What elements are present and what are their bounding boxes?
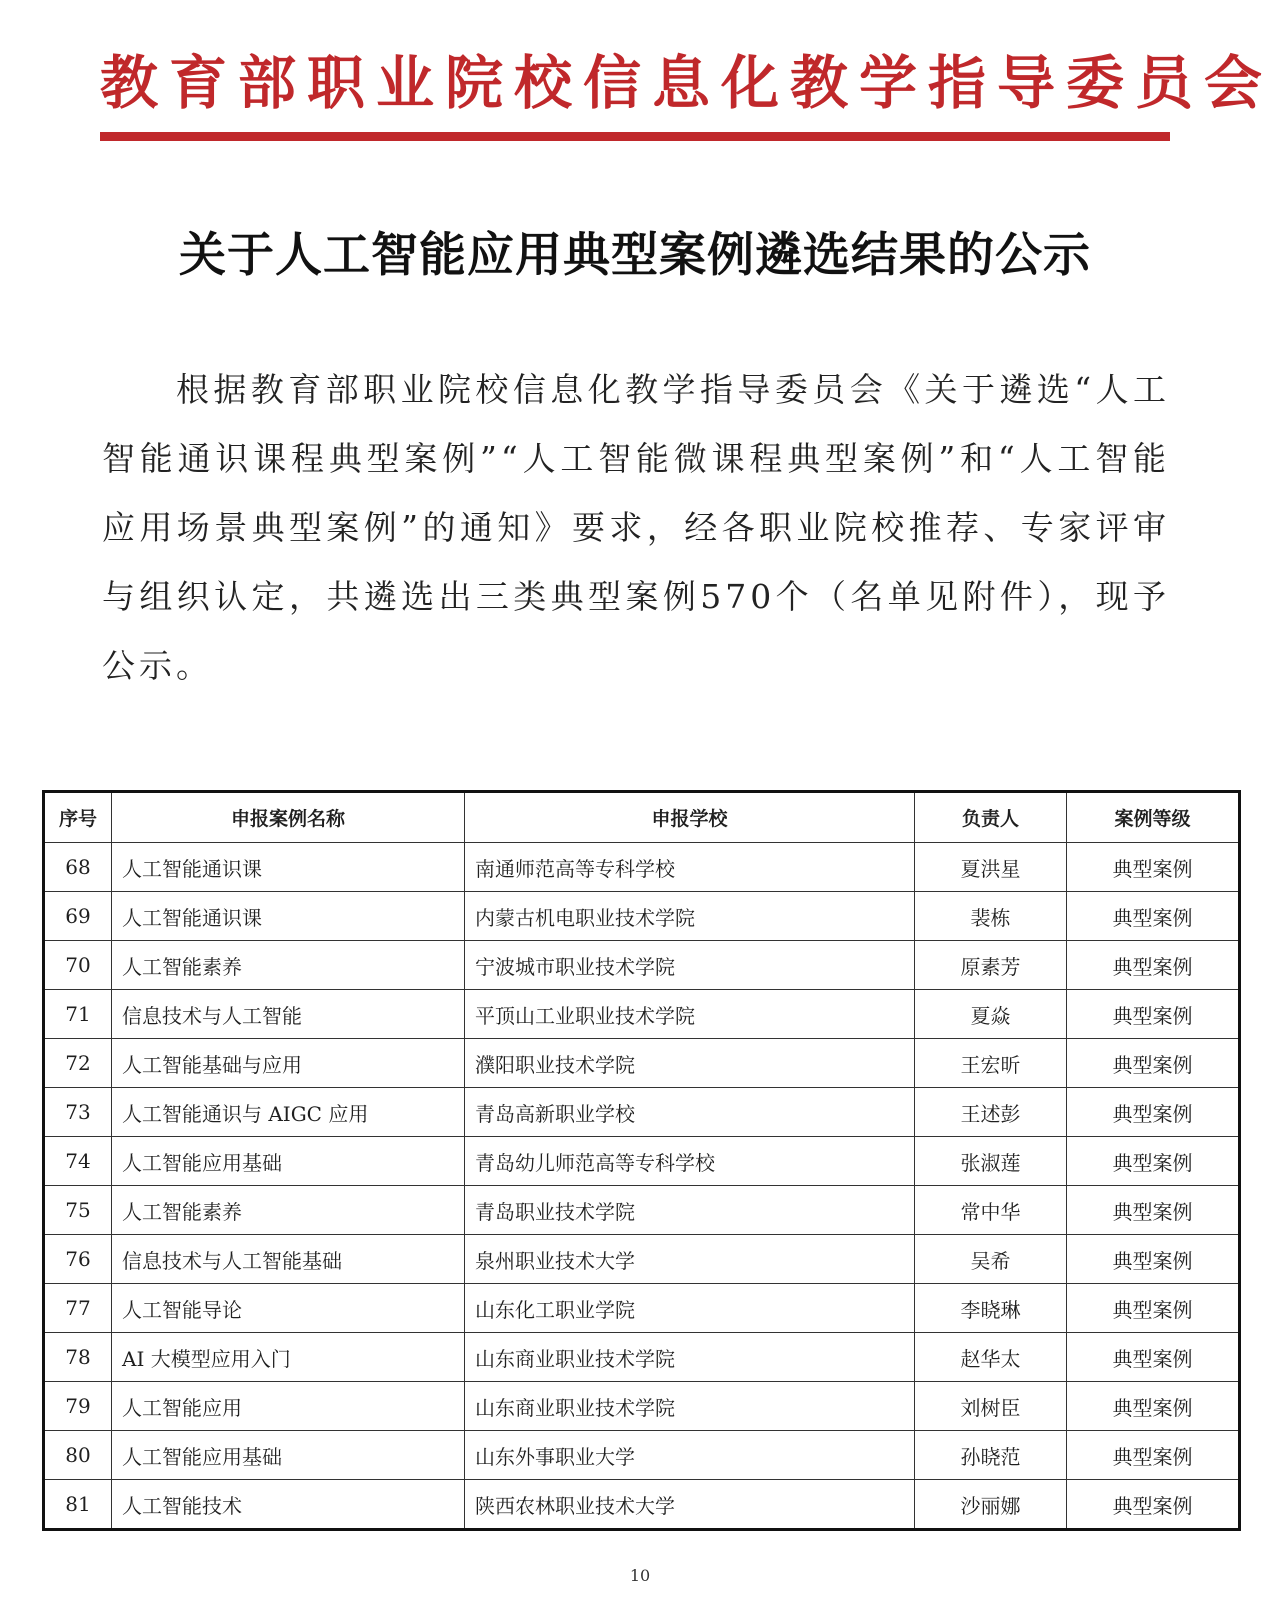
- cell-lead: 吴希: [915, 1235, 1067, 1284]
- cell-level: 典型案例: [1067, 1088, 1240, 1137]
- cell-lead: 刘树臣: [915, 1382, 1067, 1431]
- cell-level: 典型案例: [1067, 1333, 1240, 1382]
- table-body: [44, 843, 1240, 1530]
- cell-case-name: 信息技术与人工智能基础: [112, 1235, 465, 1284]
- cell-level: 典型案例: [1067, 1382, 1240, 1431]
- cell-index: 81: [44, 1480, 112, 1530]
- cell-level: 典型案例: [1067, 843, 1240, 892]
- cell-school: 内蒙古机电职业技术学院: [465, 892, 915, 941]
- cell-level: 典型案例: [1067, 1235, 1240, 1284]
- cell-school: 青岛高新职业学校: [465, 1088, 915, 1137]
- cell-case-name: AI 大模型应用入门: [112, 1333, 465, 1382]
- table-row: [44, 1431, 1240, 1480]
- cell-index: 72: [44, 1039, 112, 1088]
- cell-index: 69: [44, 892, 112, 941]
- table-row: [44, 1284, 1240, 1333]
- cell-lead: 孙晓范: [915, 1431, 1067, 1480]
- cell-index: 80: [44, 1431, 112, 1480]
- cell-school: 泉州职业技术大学: [465, 1235, 915, 1284]
- cell-lead: 常中华: [915, 1186, 1067, 1235]
- cell-lead: 夏焱: [915, 990, 1067, 1039]
- table-row: [44, 1382, 1240, 1431]
- table-row: [44, 843, 1240, 892]
- cell-school: 山东化工职业学院: [465, 1284, 915, 1333]
- cell-level: 典型案例: [1067, 941, 1240, 990]
- cell-lead: 赵华太: [915, 1333, 1067, 1382]
- cell-index: 74: [44, 1137, 112, 1186]
- header-level: 案例等级: [1067, 792, 1240, 843]
- table-header-row: [44, 792, 1240, 843]
- cell-case-name: 人工智能应用基础: [112, 1137, 465, 1186]
- cell-index: 79: [44, 1382, 112, 1431]
- cell-school: 山东外事职业大学: [465, 1431, 915, 1480]
- cell-school: 宁波城市职业技术学院: [465, 941, 915, 990]
- table-row: [44, 1333, 1240, 1382]
- cell-lead: 沙丽娜: [915, 1480, 1067, 1530]
- cell-school: 青岛职业技术学院: [465, 1186, 915, 1235]
- table-row: [44, 892, 1240, 941]
- cell-level: 典型案例: [1067, 1186, 1240, 1235]
- header-case-name: 申报案例名称: [112, 792, 465, 843]
- cell-school: 山东商业职业技术学院: [465, 1382, 915, 1431]
- masthead-rule: [100, 132, 1170, 141]
- cell-case-name: 人工智能基础与应用: [112, 1039, 465, 1088]
- cell-index: 70: [44, 941, 112, 990]
- cell-level: 典型案例: [1067, 990, 1240, 1039]
- cell-level: 典型案例: [1067, 1039, 1240, 1088]
- masthead: 教育部职业院校信息化教学指导委员会: [100, 49, 1274, 117]
- table-row: [44, 1480, 1240, 1530]
- cell-index: 68: [44, 843, 112, 892]
- cell-level: 典型案例: [1067, 892, 1240, 941]
- table-row: [44, 941, 1240, 990]
- cell-level: 典型案例: [1067, 1137, 1240, 1186]
- cell-case-name: 人工智能应用: [112, 1382, 465, 1431]
- cell-index: 76: [44, 1235, 112, 1284]
- cell-case-name: 人工智能通识课: [112, 843, 465, 892]
- cell-index: 75: [44, 1186, 112, 1235]
- table-row: [44, 1137, 1240, 1186]
- cell-lead: 王宏昕: [915, 1039, 1067, 1088]
- table-row: [44, 1088, 1240, 1137]
- cell-level: 典型案例: [1067, 1431, 1240, 1480]
- cell-case-name: 人工智能通识与 AIGC 应用: [112, 1088, 465, 1137]
- cell-case-name: 人工智能导论: [112, 1284, 465, 1333]
- cell-case-name: 人工智能素养: [112, 1186, 465, 1235]
- cell-lead: 夏洪星: [915, 843, 1067, 892]
- cell-index: 77: [44, 1284, 112, 1333]
- cell-index: 78: [44, 1333, 112, 1382]
- results-table-container: [42, 790, 1238, 1531]
- cell-school: 陕西农林职业技术大学: [465, 1480, 915, 1530]
- page-number: 10: [629, 1566, 651, 1585]
- cell-case-name: 人工智能应用基础: [112, 1431, 465, 1480]
- results-table: [42, 790, 1241, 1531]
- cell-index: 73: [44, 1088, 112, 1137]
- header-index: 序号: [44, 792, 112, 843]
- cell-lead: 张淑莲: [915, 1137, 1067, 1186]
- cell-lead: 裴栋: [915, 892, 1067, 941]
- cell-school: 平顶山工业职业技术学院: [465, 990, 915, 1039]
- table-row: [44, 990, 1240, 1039]
- cell-case-name: 人工智能通识课: [112, 892, 465, 941]
- table-row: [44, 1186, 1240, 1235]
- cell-level: 典型案例: [1067, 1284, 1240, 1333]
- cell-school: 南通师范高等专科学校: [465, 843, 915, 892]
- cell-index: 71: [44, 990, 112, 1039]
- header-lead: 负责人: [915, 792, 1067, 843]
- cell-school: 山东商业职业技术学院: [465, 1333, 915, 1382]
- cell-level: 典型案例: [1067, 1480, 1240, 1530]
- cell-lead: 王述彭: [915, 1088, 1067, 1137]
- cell-school: 濮阳职业技术学院: [465, 1039, 915, 1088]
- cell-case-name: 信息技术与人工智能: [112, 990, 465, 1039]
- cell-school: 青岛幼儿师范高等专科学校: [465, 1137, 915, 1186]
- cell-case-name: 人工智能技术: [112, 1480, 465, 1530]
- cell-lead: 李晓琳: [915, 1284, 1067, 1333]
- cell-case-name: 人工智能素养: [112, 941, 465, 990]
- table-row: [44, 1039, 1240, 1088]
- body-paragraph: 根据教育部职业院校信息化教学指导委员会《关于遴选“人工智能通识课程典型案例”“人工智能微课程典型案例”和“人工智能应用场景典型案例”的通知》要求，经各职业院校推荐、专家评审与组织认定，共遴选出三类典型案例570个（名单见附件），现予公示。: [102, 370, 1170, 685]
- header-school: 申报学校: [465, 792, 915, 843]
- document-title: 关于人工智能应用典型案例遴选结果的公示: [179, 228, 1091, 283]
- cell-lead: 原素芳: [915, 941, 1067, 990]
- table-row: [44, 1235, 1240, 1284]
